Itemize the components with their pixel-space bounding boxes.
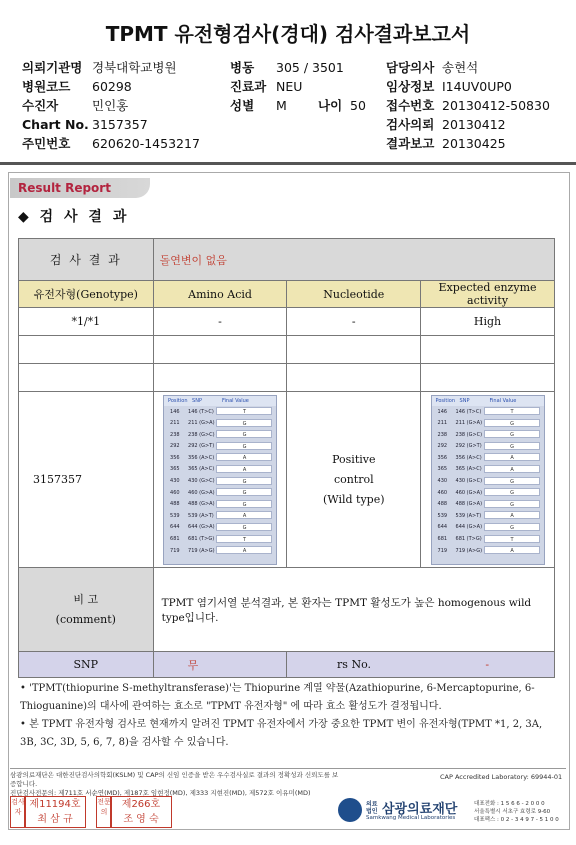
snp-position: 681 [170,536,180,543]
snp-final-value: G [484,430,540,438]
snp-final-value: G [216,419,272,427]
result-value: 돌연변이 없음 [159,253,227,267]
snp-position: 460 [437,489,448,496]
label-clinical-info: 임상정보 [386,79,435,94]
snp-change: 238 (G>C) [188,431,215,438]
snp-position: 292 [170,443,180,450]
notes [20,680,560,752]
snp-position: 488 [170,501,180,508]
snp-change: 539 (A>T) [455,512,482,519]
snp-panel-row [432,533,544,545]
page-title: TPMT 유전형검사(경대) 검사결과보고서 [105,22,471,46]
empty-cell [19,336,154,364]
snp-final-value: G [216,500,272,508]
snp-final-value: G [484,477,540,485]
label-institution: 의뢰기관명 [22,60,83,75]
header-mid [230,58,366,115]
snp-panel-row [164,487,276,499]
snp-final-value: G [216,477,272,485]
snp-change: 365 (A>C) [188,466,215,473]
snp-panel-row [164,510,276,522]
snp-position: 719 [170,547,180,554]
snp-change: 719 (A>G) [188,547,215,554]
snp-change: 681 (T>G) [188,536,215,543]
empty-cell [153,364,287,392]
stamp2-label: 전문의 [96,796,112,828]
snp-position: 719 [437,547,448,554]
header-right [386,58,550,153]
snp-panel-header-label: SNP [459,397,470,404]
snp-change: 488 (G>A) [455,501,483,508]
control-snp-panel [431,395,545,565]
label-department: 진료과 [230,79,267,94]
value-hospital-code: 60298 [92,79,132,94]
snp-panel-row [432,487,544,499]
value-report-date: 20130425 [442,136,506,151]
snp-panel-row [164,521,276,533]
label-chart-no: Chart No. [22,117,89,132]
empty-cell [287,336,421,364]
snp-change: 292 (G>T) [455,443,482,450]
snp-panel-header-label: SNP [192,397,202,404]
snp-panel-row [432,498,544,510]
result-table [18,238,555,678]
value-institution: 경북대학교병원 [92,60,177,75]
snp-position: 238 [170,431,180,438]
cell-genotype: *1/*1 [19,308,154,336]
snp-panel-row [164,452,276,464]
snp-panel-row [164,406,276,418]
snp-change: 430 (G>C) [188,478,215,485]
snp-position: 365 [170,466,180,473]
empty-cell [421,336,555,364]
sample-snp-panel [163,395,277,565]
value-doctor: 송현석 [442,60,479,75]
snp-position: 292 [437,443,448,450]
label-receipt-no: 접수번호 [386,98,435,113]
snp-position: 430 [170,478,180,485]
positive-control-cell [287,392,421,568]
snp-final-value: A [484,453,540,461]
snp-position: 430 [437,478,448,485]
snp-position: 365 [437,466,448,473]
snp-change: 211 (G>A) [455,420,483,427]
snp-final-value: G [484,500,540,508]
snp-change: 644 (G>A) [188,524,215,531]
label-request-date: 검사의뢰 [386,117,435,132]
snp-position: 488 [437,501,448,508]
snp-position: 211 [170,420,180,427]
snp-panel-row [164,417,276,429]
value-receipt-no: 20130412-50830 [442,98,550,113]
label-resident-no: 주민번호 [22,136,71,151]
empty-cell [19,364,154,392]
stamp2-name: 조 영 숙 [123,814,159,825]
rs-value: - [421,652,555,678]
snp-label: SNP [19,652,154,678]
snp-panel-row [432,510,544,522]
snp-position: 356 [170,454,180,461]
section-title: ◆ 검 사 결 과 [18,209,130,225]
remark-text-cell [153,568,554,652]
snp-change: 292 (G>T) [188,443,215,450]
snp-change: 356 (A>C) [188,454,215,461]
label-patient: 수진자 [22,98,59,113]
snp-change: 539 (A>T) [188,512,214,519]
snp-panel-row [164,498,276,510]
snp-position: 539 [437,512,448,519]
snp-position: 356 [437,454,448,461]
value-chart-no: 3157357 [92,117,148,132]
control-snp-cell [421,392,555,568]
sample-id: 3157357 [33,473,82,486]
snp-position: 681 [437,536,448,543]
snp-panel-row [432,440,544,452]
remark-label-cell [19,568,154,652]
snp-final-value: T [216,535,272,543]
snp-change: 146 (T>C) [455,408,482,415]
rs-label: rs No. [287,652,421,678]
label-sex: 성별 [230,98,255,113]
snp-final-value: G [484,442,540,450]
result-report-tab [10,178,150,198]
cert-line-2: 진단검사전문의: 제711호 서순연(MD), 제187호 임현정(MD), 제333 지현진(MD), 제572호 이유미(MD) [10,789,311,797]
value-request-date: 20130412 [442,117,506,132]
value-resident-no: 620620-1453217 [92,136,200,151]
value-age: 50 [350,98,366,113]
snp-panel-header-label: Final Value [489,397,517,404]
snp-value: 무 [153,652,287,678]
header-left [22,58,200,153]
snp-final-value: A [216,546,272,554]
snp-final-value: G [216,523,272,531]
snp-position: 539 [170,512,180,519]
snp-change: 460 (G>A) [455,489,483,496]
snp-change: 365 (A>C) [455,466,482,473]
label-ward: 병동 [230,60,255,75]
empty-cell [153,336,287,364]
snp-panel-header-label: Final Value [222,397,249,404]
note-text-2: 본 TPMT 유전자형 검사로 현재까지 알려진 TPMT 유전자에서 가장 중요한 TPMT 변이 유전자형(TPMT *1, 2, 3A, 3B, 3C, 3D, 5, 6, 7, 8)을 검사할 수 있습니다. [20,719,543,748]
stamp1-label: 검사자 [10,796,26,828]
cell-enzyme-activity: High [421,308,555,336]
snp-change: 460 (G>A) [188,489,215,496]
note-item: • 'TPMT(thiopurine S-methyltransferase)'는 Thiopurine 계열 약물(Azathiopurine, 6-Mercaptopurine, 6-Thioguanine)의 대사에 관여하는 효소로 "TPMT 유전자형" 에 따라 효소 활성도가 결정됩니다. [20,683,535,712]
snp-panel-row [432,521,544,533]
snp-final-value: A [484,546,540,554]
snp-change: 146 (T>C) [188,408,214,415]
snp-panel-row [432,463,544,475]
snp-change: 211 (G>A) [188,420,215,427]
snp-final-value: G [216,488,272,496]
snp-position: 146 [437,408,448,415]
cert-line-1: 삼광의료재단은 대한진단검사의학회(KSLM) 및 CAP의 신임 인증을 받은 우수검사실로 결과의 정확성과 신뢰도를 보증합니다. [10,771,339,788]
snp-final-value: A [216,453,272,461]
col-amino-acid: Amino Acid [153,281,287,308]
col-enzyme-activity: Expected enzyme activity [421,281,555,308]
value-sex: M [276,98,287,113]
empty-cell [287,364,421,392]
snp-final-value: A [484,465,540,473]
snp-panel-header [164,396,276,406]
cell-amino-acid: - [153,308,287,336]
snp-final-value: G [216,430,272,438]
snp-panel-row [432,545,544,557]
snp-position: 644 [170,524,180,531]
snp-final-value: A [216,511,272,519]
snp-position: 146 [170,408,180,415]
snp-panel-row [432,417,544,429]
stamp1-name: 최 삼 규 [37,814,73,825]
stamp2 [110,796,172,828]
snp-panel-row [432,452,544,464]
note-item: • 본 TPMT 유전자형 검사로 현재까지 알려진 TPMT 유전자에서 가장 중요한 TPMT 변이 유전자형(TPMT *1, 2, 3A, 3B, 3C, 3D, 5, 6, 7, 8)을 검사할 수 있습니다. [20,719,543,748]
snp-change: 356 (A>C) [455,454,482,461]
snp-panel-header-label: Position [168,397,188,404]
snp-position: 644 [437,524,448,531]
logo-english: Samkwang Medical Laboratories [366,815,456,821]
value-ward: 305 / 3501 [276,60,344,75]
snp-change: 430 (G>C) [455,478,483,485]
snp-panel-row [164,545,276,557]
snp-panel-row [432,475,544,487]
snp-panel-row [164,440,276,452]
logo-name: 삼광의료재단 [382,802,458,817]
snp-position: 460 [170,489,180,496]
empty-cell [421,364,555,392]
snp-panel-row [432,406,544,418]
result-label: 검 사 결 과 [49,253,122,267]
snp-change: 644 (G>A) [455,524,483,531]
sample-id-cell [19,392,154,568]
contact-info [474,800,559,824]
label-report-date: 결과보고 [386,136,435,151]
label-age: 나이 [318,98,343,113]
stamp2-no: 제266호 [121,799,161,810]
logo-small: 의료법인 [366,801,378,815]
result-label-cell [19,239,154,281]
col-genotype: 유전자형(Genotype) [19,281,154,308]
label-doctor: 담당의사 [386,60,435,75]
footer-divider [10,768,566,769]
snp-panel-row [164,475,276,487]
snp-final-value: A [484,511,540,519]
header-divider [0,162,576,165]
snp-change: 238 (G>C) [455,431,483,438]
contact-phone: 대표전화 : 1 5 6 6 - 2 0 0 0 [474,801,545,807]
stamp1-no: 제11194호 [29,799,81,810]
snp-position: 238 [437,431,448,438]
result-value-cell [153,239,554,281]
snp-position: 211 [437,420,448,427]
stamp1 [24,796,86,828]
snp-final-value: G [484,488,540,496]
certification-text [10,771,340,798]
value-patient: 민인홍 [92,98,129,113]
contact-fax: 대표팩스 : 0 2 - 3 4 9 7 - 5 1 0 0 [474,817,559,823]
positive-control-label: Positive control (Wild type) [323,452,385,506]
snp-change: 719 (A>G) [455,547,483,554]
value-department: NEU [276,79,303,94]
snp-change: 681 (T>G) [455,536,482,543]
snp-final-value: G [484,419,540,427]
snp-panel-row [164,533,276,545]
remark-text: TPMT 염기서열 분석결과, 본 환자는 TPMT 활성도가 높은 homogenous wild type입니다. [161,596,532,624]
snp-final-value: G [216,442,272,450]
snp-final-value: A [216,465,272,473]
cap-accreditation: CAP Accredited Laboratory: 69944-01 [440,773,563,781]
snp-final-value: T [216,407,272,415]
snp-panel-row [432,429,544,441]
snp-panel-row [164,463,276,475]
snp-final-value: T [484,407,540,415]
result-report-label: Result Report [18,181,111,195]
contact-address: 서울특별시 서초구 효령로 9-60 [474,809,551,815]
logo-icon [338,798,362,822]
note-text-1: 'TPMT(thiopurine S-methyltransferase)'는 Thiopurine 계열 약물(Azathiopurine, 6-Mercaptopurine, 6-Thioguanine)의 대사에 관여하는 효소로 "TPMT 유전자형" 에 따라 효소 활성도가 결정됩니다. [20,683,535,712]
col-nucleotide: Nucleotide [287,281,421,308]
snp-panel-row [164,429,276,441]
snp-final-value: G [484,523,540,531]
snp-change: 488 (G>A) [188,501,215,508]
sample-snp-cell [153,392,287,568]
value-clinical-info: I14UV0UP0 [442,79,512,94]
snp-panel-header-label: Position [435,397,455,404]
cell-nucleotide: - [287,308,421,336]
snp-panel-header [432,396,544,406]
snp-final-value: T [484,535,540,543]
label-hospital-code: 병원코드 [22,79,71,94]
remark-label: 비 고 (comment) [55,592,116,626]
